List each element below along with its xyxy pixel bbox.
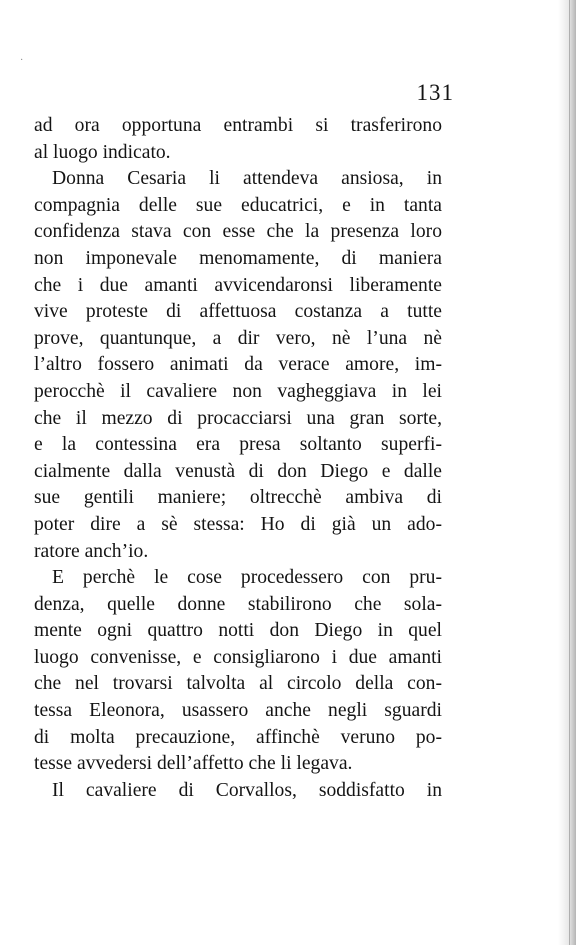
text-line: compagnia delle sue educatrici, e in tanta [34,194,442,216]
page-number: 131 [416,80,454,105]
text-line: ratore anch’io. [34,540,149,562]
text-line: l’altro fossero animati da verace amore, im- [34,354,442,376]
text-line: mente ogni quattro notti don Diego in quel [34,620,442,642]
page-edge-shadow [558,0,576,945]
text-line: poter dire a sè stessa: Ho di già un ado- [34,513,442,535]
text-line: vive proteste di affettuosa costanza a tutte [34,301,442,323]
text-line: non imponevale menomamente, di maniera [34,247,442,269]
text-line: Il cavaliere di Corvallos, soddisfatto in [52,779,442,801]
text-line: sue gentili maniere; oltrecchè ambiva di [34,487,442,509]
text-line: luogo convenisse, e consigliarono i due amanti [34,646,442,668]
text-line: che nel trovarsi talvolta al circolo della con- [34,673,442,695]
text-line: cialmente dalla venustà di don Diego e dalle [34,460,442,482]
page-edge-line [569,0,570,945]
paragraph-3 [34,565,442,778]
paragraph-1 [34,113,442,166]
text-line: E perchè le cose procedessero con pru- [52,567,442,589]
text-line: tessa Eleonora, usassero anche negli sguardi [34,700,442,722]
text-line: e la contessina era presa soltanto superfi- [34,434,442,456]
text-line: al luogo indicato. [34,141,171,163]
paragraph-4 [34,778,442,805]
text-line: che il mezzo di procacciarsi una gran sorte, [34,407,442,429]
text-line: prove, quantunque, a dir vero, nè l’una nè [34,327,442,349]
body-text [34,113,442,804]
paper-speck: · [20,55,24,66]
text-line: confidenza stava con esse che la presenza loro [34,221,442,243]
paragraph-2 [34,166,442,565]
text-line: Donna Cesaria li attendeva ansiosa, in [52,168,442,190]
text-line: ad ora opportuna entrambi si trasferirono [34,115,442,136]
text-line: tesse avvedersi dell’affetto che li legava. [34,753,353,775]
text-line: di molta precauzione, affinchè veruno po- [34,726,442,748]
text-line: perocchè il cavaliere non vagheggiava in lei [34,380,442,402]
text-line: che i due amanti avvicendaronsi liberamente [34,274,442,296]
text-line: denza, quelle donne stabilirono che sola- [34,593,442,615]
